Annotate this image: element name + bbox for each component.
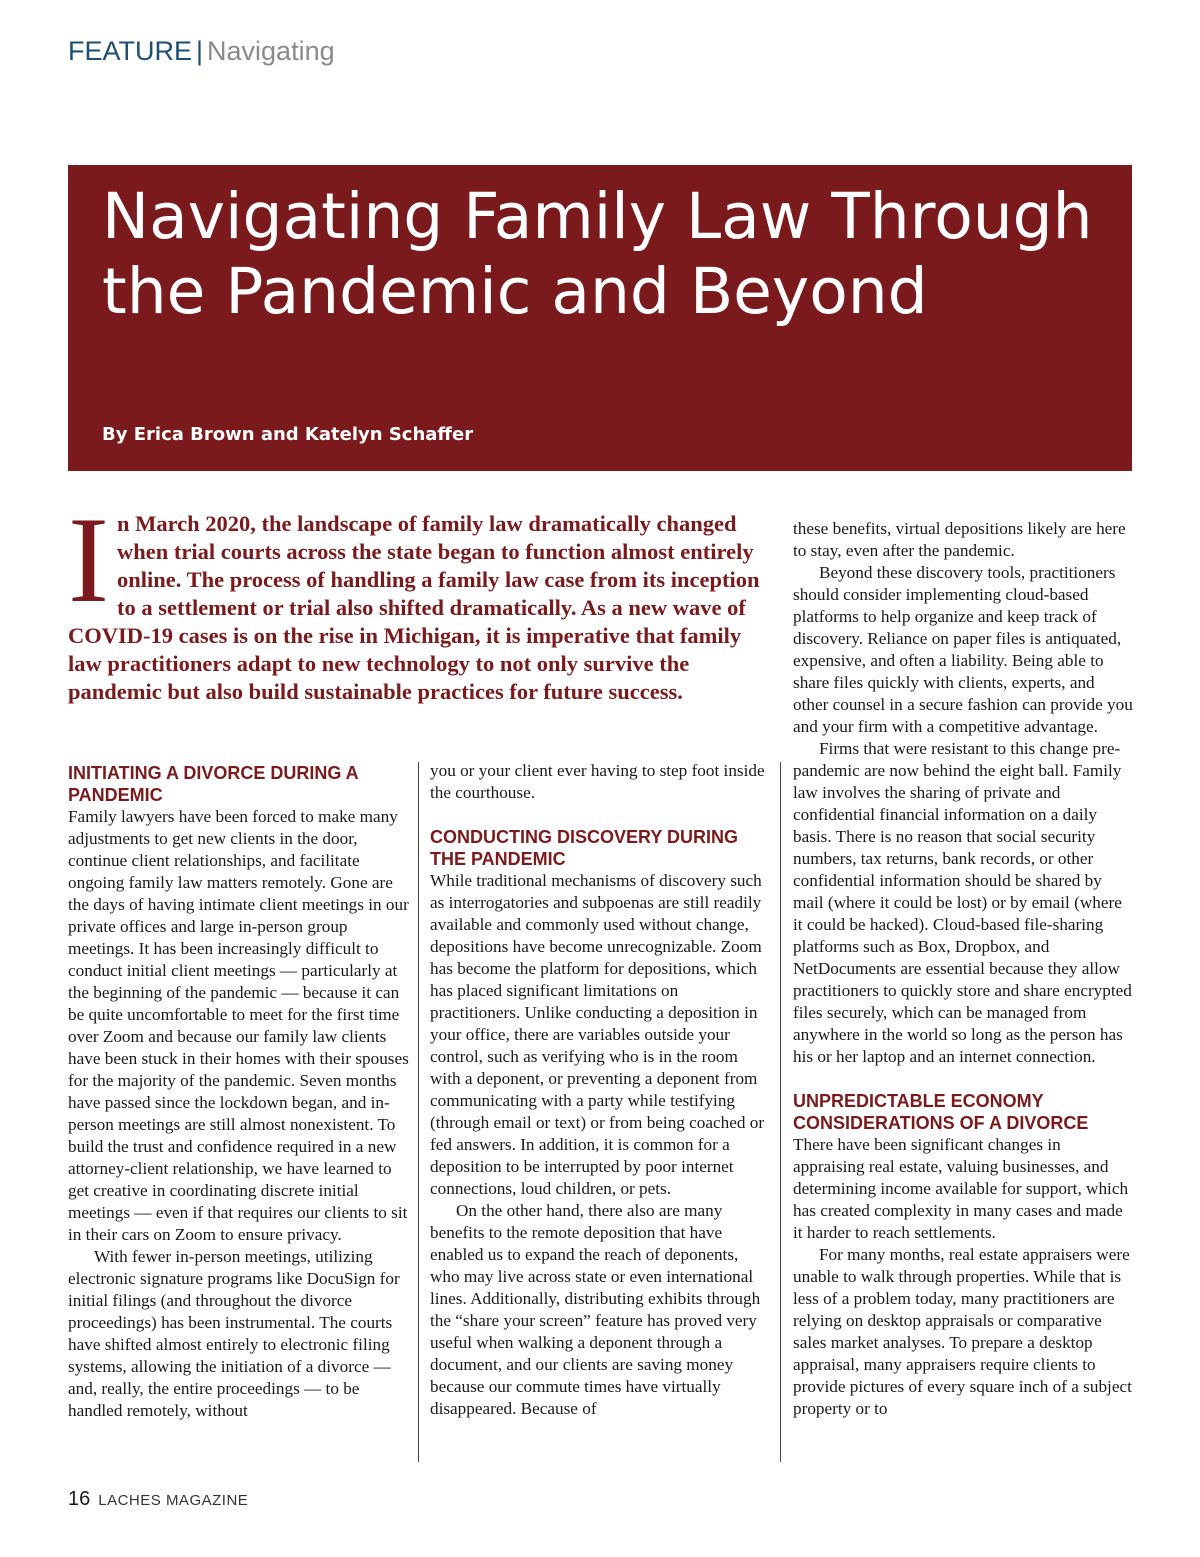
page-footer	[68, 1488, 248, 1511]
byline: By Erica Brown and Katelyn Schaffer	[102, 424, 474, 445]
intro-paragraph	[68, 491, 768, 706]
paragraph: Firms that were resistant to this change pre-pandemic are now behind the eight ball. Family law involves the sharing of private and confidential financial information on a daily basis. There is no reason that social security numbers, tax returns, bank records, or other confidential information should be shared by mail (where it could be lost) or by email (where it could be hacked). Cloud-based file-sharing platforms such as Box, Dropbox, and NetDocuments are essential because they allow practitioners to quickly store and share encrypted files securely, which can be managed from anywhere in the world so long as the person has his or her laptop and an internet connection.	[793, 739, 1132, 1066]
title-banner	[68, 165, 1132, 471]
drop-cap: I	[68, 491, 109, 628]
column-divider	[780, 762, 781, 1462]
paragraph: While traditional mechanisms of discovery such as interrogatories and subpoenas are still readily available and commonly used without change, depositions have become unrecognizable. Zoom has become the platform for depositions, which has placed significant limitations on practitioners. Unlike conducting a deposition in your office, there are variables outside your control, such as verifying who is in the room with a deponent, or preventing a deponent from communicating with a party while testifying (through email or text) or from being coached or fed answers. In addition, it is common for a deposition to be interrupted by poor internet connections, loud children, or pets.	[430, 871, 765, 1198]
heading-unpredictable-economy: UNPREDICTABLE ECONOMY CONSIDERATIONS OF A DIVORCE	[793, 1091, 1089, 1133]
header-separator: |	[196, 36, 204, 66]
paragraph: For many months, real estate appraisers were unable to walk through properties. While that is less of a problem today, many practitioners are relying on desktop appraisals or comparative sales market analyses. To prepare a desktop appraisal, many appraisers require clients to provide pictures of every square inch of a subject property or to	[793, 1245, 1132, 1418]
paragraph: With fewer in-person meetings, utilizing electronic signature programs like DocuSign for initial filings (and throughout the divorce proceedings) has been instrumental. The courts have shifted almost entirely to electronic filing systems, allowing the initiation of a divorce — and, really, the entire proceedings — to be handled remotely, without	[68, 1247, 400, 1420]
paragraph: Beyond these discovery tools, practitioners should consider implementing cloud-based platforms to help organize and keep track of discovery. Reliance on paper files is antiquated, expensive, and often a liability. Being able to share files quickly with clients, experts, and other counsel in a secure fashion can provide you and your firm with a competitive advantage.	[793, 563, 1133, 736]
paragraph: There have been significant changes in appraising real estate, valuing businesses, and determining income available for support, which has created complexity in many cases and made it harder to reach settlements.	[793, 1135, 1129, 1242]
page-number: 16	[68, 1488, 91, 1510]
article-title: Navigating Family Law Through the Pandemic and Beyond	[102, 180, 1093, 328]
magazine-name: LACHES MAGAZINE	[98, 1492, 249, 1509]
section-label: Navigating	[207, 36, 335, 66]
heading-conducting-discovery: CONDUCTING DISCOVERY DURING THE PANDEMIC	[430, 827, 739, 869]
page-header	[68, 36, 335, 67]
heading-initiating-divorce: INITIATING A DIVORCE DURING A PANDEMIC	[68, 763, 358, 805]
feature-label: FEATURE	[68, 36, 193, 66]
paragraph: On the other hand, there also are many benefits to the remote deposition that have enabled us to expand the reach of deponents, who may live across state or even international lines. Additionally, distributing exhibits through the “share your screen” feature has proved very useful when walking a deponent through a document, and our clients are saving money because our commute times have virtually disappeared. Because of	[430, 1201, 761, 1418]
paragraph-continuation: these benefits, virtual depositions likely are here to stay, even after the pandemic.	[793, 519, 1126, 560]
column-3	[793, 518, 1133, 1420]
paragraph: Family lawyers have been forced to make many adjustments to get new clients in the door, continue client relationships, and facilitate ongoing family law matters remotely. Gone are the days of having intimate client meetings in our private offices and large in-person group meetings. It has been increasingly difficult to conduct initial client meetings — particularly at the beginning of the pandemic — because it can be quite uncomfortable to meet for the first time over Zoom and because our family law clients have been stuck in their homes with their spouses for the majority of the pandemic. Seven months have passed since the lockdown began, and in-person meetings are still almost nonexistent. To build the trust and confidence required in a new attorney-client relationship, we have learned to get creative in coordinating discrete initial meetings — even if that requires our clients to sit in their cars on Zoom to ensure privacy.	[68, 807, 409, 1244]
column-1	[68, 762, 410, 1422]
column-2	[430, 760, 770, 1420]
intro-text: n March 2020, the landscape of family law dramatically changed when trial courts across the state began to function almost entirely online. The process of handling a family law case from its inception to a settlement or trial also shifted dramatically. As a new wave of COVID-19 cases is on the rise in Michigan, it is imperative that family law practitioners adapt to new technology to not only survive the pandemic but also build sustainable practices for future success.	[68, 511, 760, 704]
paragraph-continuation: you or your client ever having to step foot inside the courthouse.	[430, 761, 765, 802]
column-divider	[418, 762, 419, 1462]
